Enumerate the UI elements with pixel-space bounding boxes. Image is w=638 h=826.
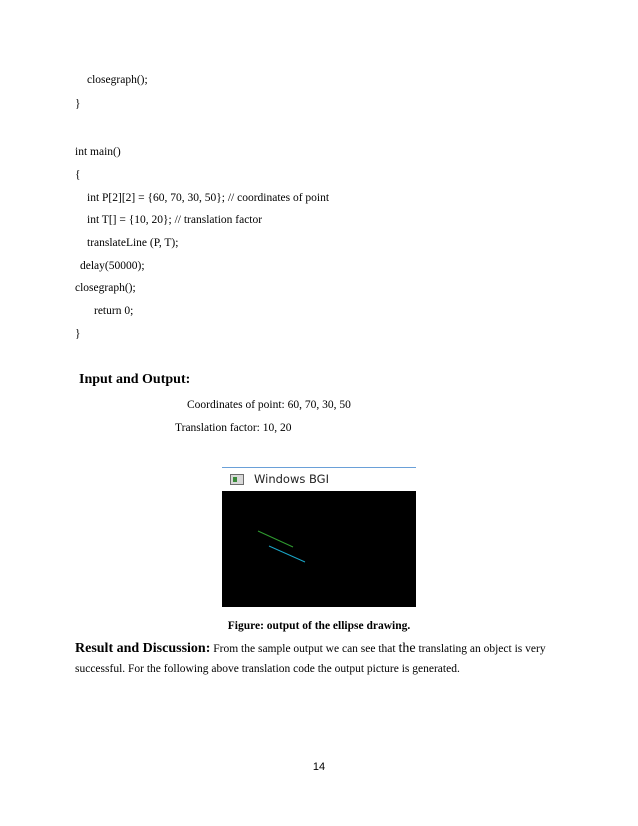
translated-line: [269, 546, 305, 562]
code-line: int P[2][2] = {60, 70, 30, 50}; // coordinates of point: [87, 192, 330, 204]
figure-caption: Figure: output of the ellipse drawing.: [227, 620, 411, 632]
io-translation: Translation factor: 10, 20: [175, 422, 292, 434]
io-heading: Input and Output:: [79, 372, 191, 387]
result-text-emphasis: the: [398, 641, 416, 656]
code-line: }: [75, 98, 81, 110]
app-window-icon: [230, 474, 244, 485]
code-line: return 0;: [94, 305, 134, 317]
result-paragraph: [75, 639, 575, 679]
result-text-2: translating an object is very successful. For the following above translation code the output picture is generated.: [75, 643, 546, 675]
page-number: 14: [312, 761, 326, 773]
code-line: int main(): [75, 146, 121, 158]
bgi-canvas: [222, 491, 416, 607]
result-label: Result and Discussion:: [75, 641, 211, 656]
code-line: closegraph();: [87, 74, 148, 86]
bgi-window-screenshot: [222, 467, 416, 607]
code-line: int T[] = {10, 20}; // translation factor: [87, 214, 263, 226]
code-line: {: [75, 169, 81, 181]
code-line: closegraph();: [75, 282, 136, 294]
code-line: translateLine (P, T);: [87, 237, 179, 249]
code-line: }: [75, 328, 81, 340]
original-line: [258, 531, 293, 547]
io-coordinates: Coordinates of point: 60, 70, 30, 50: [187, 399, 351, 411]
code-line: delay(50000);: [80, 260, 145, 272]
window-title: Windows BGI: [254, 472, 329, 486]
window-titlebar: [222, 467, 416, 491]
result-text-1: From the sample output we can see that: [210, 643, 399, 655]
